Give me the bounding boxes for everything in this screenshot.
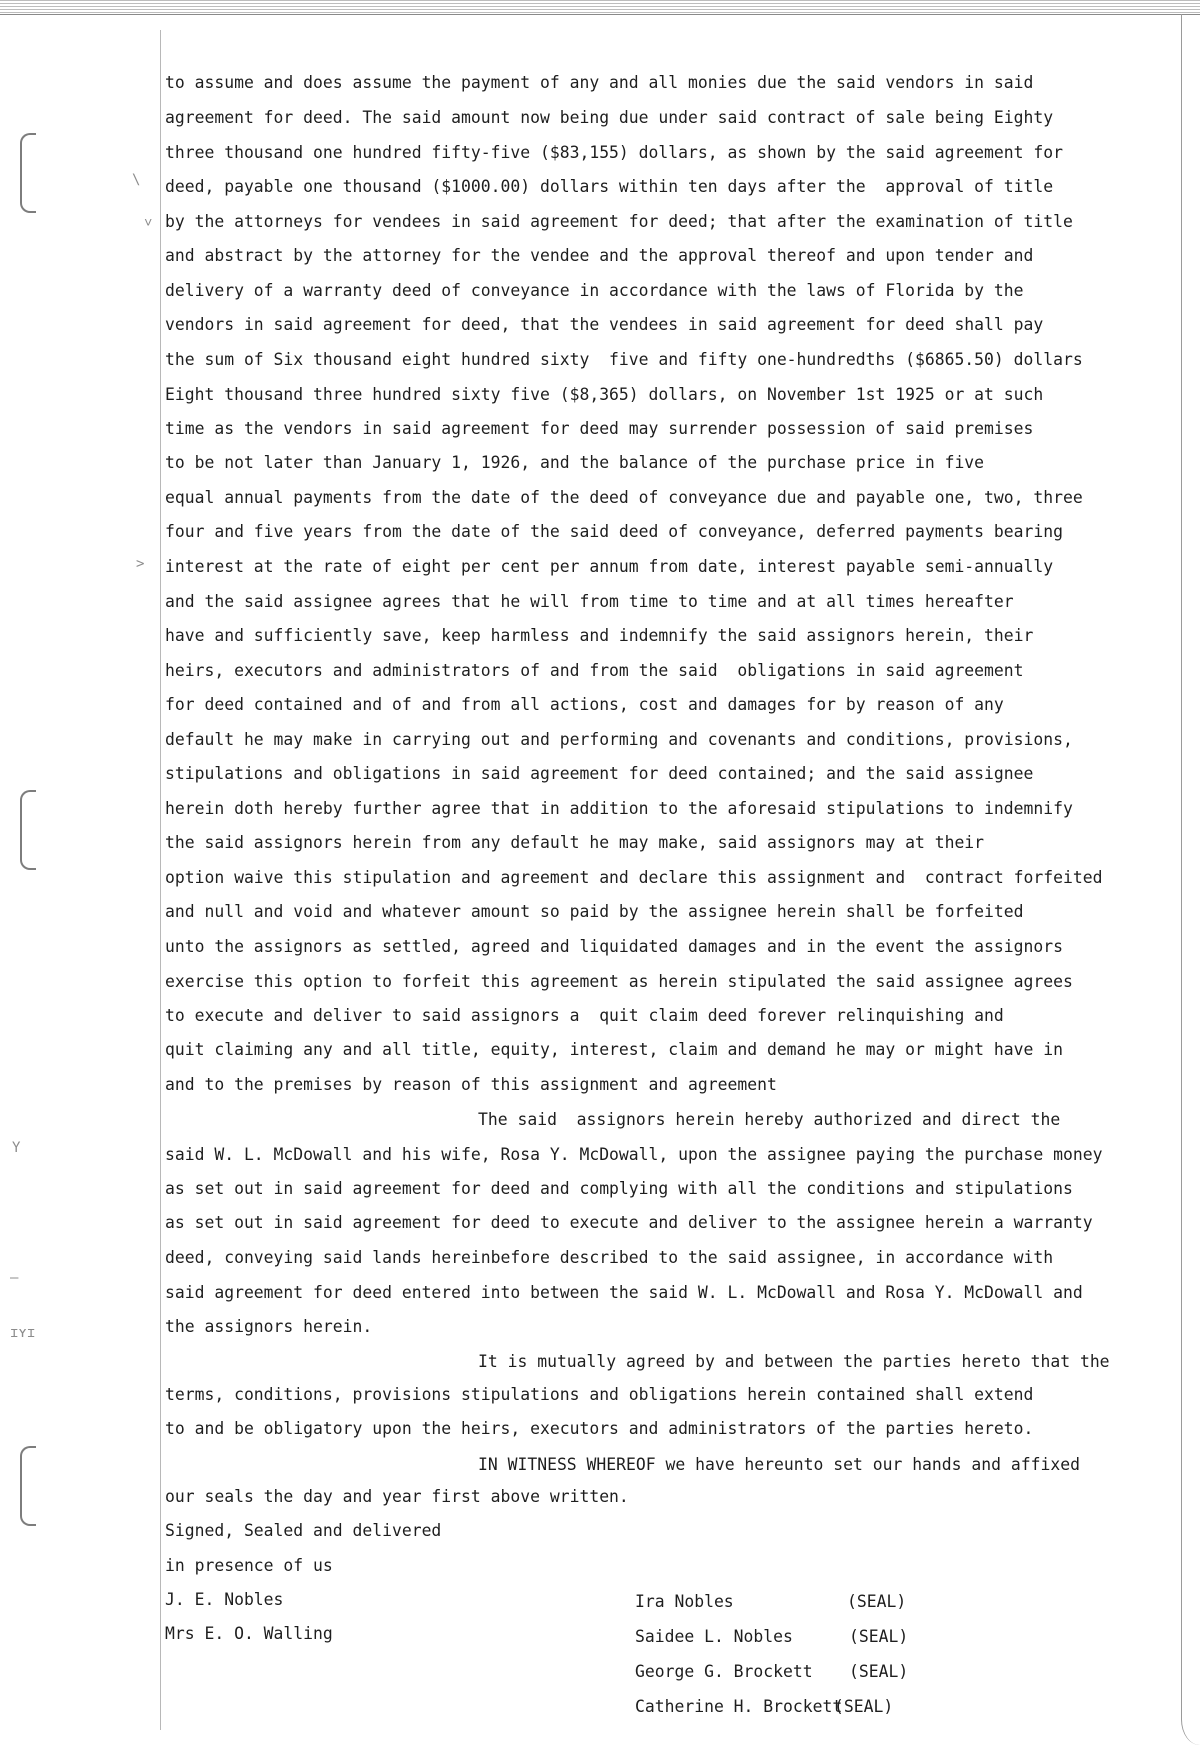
paper-mark: > (136, 556, 145, 572)
body-line: and abstract by the attorney for the vendee and the approval thereof and upon tender and (165, 246, 1034, 265)
body-line: unto the assignors as settled, agreed and liquidated damages and in the event the assignors (165, 937, 1063, 956)
body-line: stipulations and obligations in said agreement for deed contained; and the said assignee (165, 764, 1034, 783)
paragraph-line: said W. L. McDowall and his wife, Rosa Y. McDowall, upon the assignee paying the purchase money (165, 1145, 1103, 1164)
body-line: to be not later than January 1, 1926, and the balance of the purchase price in five (165, 453, 985, 472)
paragraph-line: deed, conveying said lands hereinbefore described to the said assignee, in accordance with (165, 1248, 1054, 1267)
paper-mark: ɪʏɪ (10, 1325, 36, 1341)
witness-name: Mrs E. O. Walling (165, 1624, 333, 1643)
body-line: option waive this stipulation and agreement and declare this assignment and contract forfeited (165, 868, 1103, 887)
body-line: time as the vendors in said agreement for deed may surrender possession of said premises (165, 419, 1034, 438)
body-line: default he may make in carrying out and performing and covenants and conditions, provisions, (165, 730, 1073, 749)
page-fold-edge (1181, 14, 1200, 1745)
paper-mark: Y (12, 1140, 21, 1156)
paragraph-line: terms, conditions, provisions stipulations and obligations herein contained shall extend (165, 1385, 1034, 1404)
binder-hole-top (20, 133, 36, 213)
paper-mark: — (10, 1270, 19, 1286)
witness-clause: IN WITNESS WHEREOF we have hereunto set our hands and affixed (478, 1455, 1080, 1474)
body-line: have and sufficiently save, keep harmless and indemnify the said assignors herein, their (165, 626, 1034, 645)
seal-mark: (SEAL) (849, 1662, 909, 1681)
witness-heading: Signed, Sealed and delivered (165, 1521, 442, 1540)
body-line: delivery of a warranty deed of conveyance in accordance with the laws of Florida by the (165, 281, 1024, 300)
paragraph-line: said agreement for deed entered into between the said W. L. McDowall and Rosa Y. McDowall and (165, 1283, 1083, 1302)
body-line: for deed contained and of and from all actions, cost and damages for by reason of any (165, 695, 1004, 714)
signatory-name: Ira Nobles (635, 1592, 734, 1611)
body-line: to assume and does assume the payment of any and all monies due the said vendors in said (165, 73, 1034, 92)
witness-heading: in presence of us (165, 1556, 333, 1575)
top-edge-rule (0, 0, 1200, 15)
body-line: exercise this option to forfeit this agreement as herein stipulated the said assignee agrees (165, 972, 1073, 991)
body-line: vendors in said agreement for deed, that the vendees in said agreement for deed shall pay (165, 315, 1044, 334)
body-line: and null and void and whatever amount so paid by the assignee herein shall be forfeited (165, 902, 1024, 921)
left-margin-line (160, 30, 161, 1730)
body-line: four and five years from the date of the said deed of conveyance, deferred payments bearing (165, 522, 1063, 541)
paragraph-line: to and be obligatory upon the heirs, executors and administrators of the parties hereto. (165, 1419, 1034, 1438)
paragraph-line: as set out in said agreement for deed and complying with all the conditions and stipulations (165, 1179, 1073, 1198)
body-line: Eight thousand three hundred sixty five ($8,365) dollars, on November 1st 1925 or at such (165, 385, 1044, 404)
body-line: herein doth hereby further agree that in addition to the aforesaid stipulations to indemnify (165, 799, 1073, 818)
signatory-name: Catherine H. Brockett (635, 1697, 843, 1716)
body-line: interest at the rate of eight per cent per annum from date, interest payable semi-annually (165, 557, 1054, 576)
seal-mark: (SEAL) (834, 1697, 894, 1716)
witness-clause: our seals the day and year first above written. (165, 1487, 629, 1506)
binder-hole-bottom (20, 1446, 36, 1526)
witness-name: J. E. Nobles (165, 1590, 284, 1609)
paragraph-line: It is mutually agreed by and between the parties hereto that the (478, 1352, 1110, 1371)
body-line: quit claiming any and all title, equity, interest, claim and demand he may or might have in (165, 1040, 1063, 1059)
body-line: heirs, executors and administrators of and from the said obligations in said agreement (165, 661, 1024, 680)
body-line: the said assignors herein from any default he may make, said assignors may at their (165, 833, 985, 852)
body-line: by the attorneys for vendees in said agreement for deed; that after the examination of title (165, 212, 1073, 231)
signatory-name: Saidee L. Nobles (635, 1627, 793, 1646)
body-line: deed, payable one thousand ($1000.00) dollars within ten days after the approval of title (165, 177, 1054, 196)
paragraph-line: the assignors herein. (165, 1317, 373, 1336)
body-line: and the said assignee agrees that he will from time to time and at all times hereafter (165, 592, 1014, 611)
seal-mark: (SEAL) (849, 1627, 909, 1646)
body-line: three thousand one hundred fifty-five ($83,155) dollars, as shown by the said agreement for (165, 143, 1063, 162)
body-line: the sum of Six thousand eight hundred sixty five and fifty one-hundredths ($6865.50) dollars (165, 350, 1083, 369)
body-line: equal annual payments from the date of the deed of conveyance due and payable one, two, three (165, 488, 1083, 507)
paragraph-line: The said assignors herein hereby authorized and direct the (478, 1110, 1061, 1129)
binder-hole-middle (20, 790, 36, 870)
body-line: to execute and deliver to said assignors a quit claim deed forever relinquishing and (165, 1006, 1004, 1025)
seal-mark: (SEAL) (847, 1592, 907, 1611)
paragraph-line: as set out in said agreement for deed to execute and deliver to the assignee herein a warranty (165, 1213, 1093, 1232)
body-line: and to the premises by reason of this assignment and agreement (165, 1075, 777, 1094)
signatory-name: George G. Brockett (635, 1662, 813, 1681)
paper-mark: ˅ (144, 215, 153, 231)
body-line: agreement for deed. The said amount now being due under said contract of sale being Eighty (165, 108, 1054, 127)
paper-mark: \ (132, 172, 141, 188)
